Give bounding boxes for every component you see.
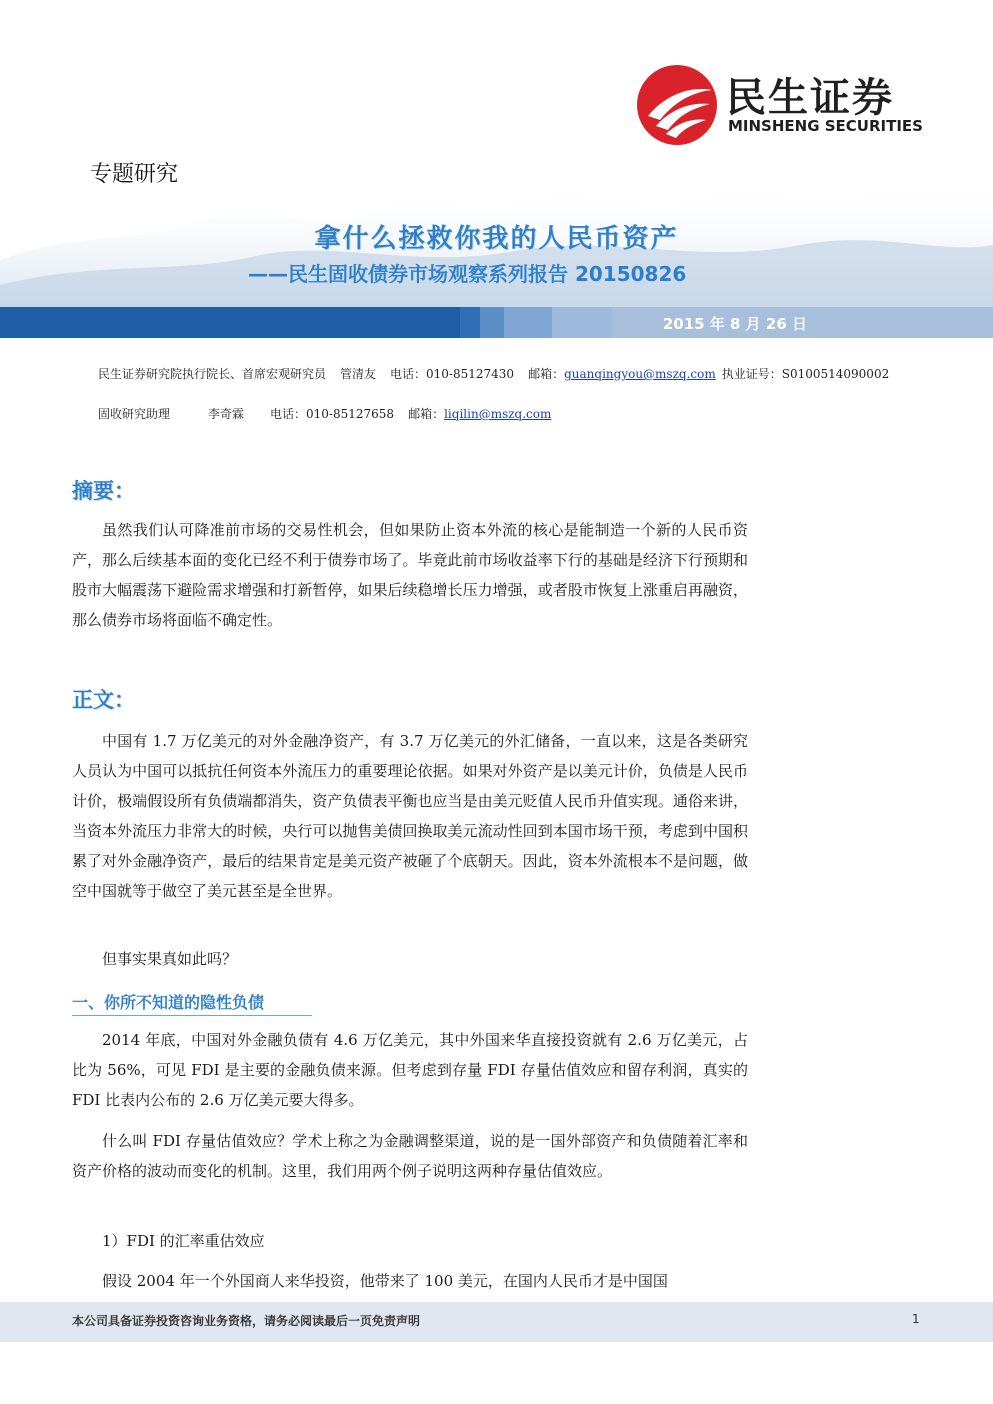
author-row-1 [98,365,903,382]
body-heading: 正文： [72,688,135,712]
section-heading-1: 一、你所不知道的隐性负债 [72,990,264,1013]
author-name: 管清友 [340,367,377,381]
author-row-2 [98,405,557,422]
report-date: 2015 年 8 月 26 日 [662,315,807,333]
body-paragraph-2: 但事实果真如此吗？ [102,950,238,968]
author-email-link[interactable]: guanqingyou@mszq.com [564,367,716,381]
author-role: 民生证券研究院执行院长、首席宏观研究员 [98,367,327,381]
body-paragraph-1: 中国有 1.7 万亿美元的对外金融净资产，有 3.7 万亿美元的外汇储备，一直以来，这是各类研究人员认为中国可以抵抗任何资本外流压力的重要理论依据。如果对外资产是以美元计价，负债是人民币计价，极端假设所有负债端都消失，资产负债表平衡也应当是由美元贬值人民币升值实现。通俗来讲，当资本外流压力非常大的时候，央行可以抛售美债回换取美元流动性回到本国市场干预，考虑到中国积累了对外金融净资产，最后的结果肯定是美元资产被砸了个底朝天。因此，资本外流根本不是问题，做空中国就等于做空了美元甚至是全世界。 [72,732,748,900]
author-email-label: 邮箱： [528,367,565,381]
body-paragraph-5: 1）FDI 的汇率重估效应 [102,1232,265,1250]
report-type-label: 专题研究 [90,162,179,187]
body-paragraph-4: 什么叫 FDI 存量估值效应？学术上称之为金融调整渠道，说的是一国外部资产和负债随着汇率和资产价格的波动而变化的机制。这里，我们用两个例子说明这两种存量估值效应。 [72,1132,748,1180]
body-paragraph-6: 假设 2004 年一个外国商人来华投资，他带来了 100 美元，在国内人民币才是中国国 [102,1272,668,1290]
footer-disclaimer: 本公司具备证券投资咨询业务资格，请务必阅读最后一页免责声明 [72,1314,421,1328]
date-bar [0,307,993,338]
author-email-label: 邮箱： [408,407,445,421]
abstract-paragraph: 虽然我们认可降准前市场的交易性机会，但如果防止资本外流的核心是能制造一个新的人民币资产，那么后续基本面的变化已经不利于债券市场了。毕竟此前市场收益率下行的基础是经济下行预期和股市大幅震荡下避险需求增强和打新暂停，如果后续稳增长压力增强，或者股市恢复上涨重启再融资，那么债券市场将面临不确定性。 [72,521,748,629]
report-title: 拿什么拯救你我的人民币资产 [314,224,679,254]
author-role: 固收研究助理 [98,407,171,421]
author-phone: 电话：010-85127658 [270,407,395,421]
page-number: 1 [912,1312,920,1326]
abstract-heading: 摘要： [72,479,135,503]
logo-english-name: MINSHENG SECURITIES [728,117,923,135]
minsheng-logo-icon [636,64,718,146]
author-name: 李奇霖 [208,407,245,421]
body-paragraph-3: 2014 年底，中国对外金融负债有 4.6 万亿美元，其中外国来华直接投资就有 2.6 万亿美元，占比为 56%，可见 FDI 是主要的金融负债来源。但考虑到存量 FDI 存量估值效应和留存利润，真实的 FDI 比表内公布的 2.6 万亿美元要大得多。 [72,1031,748,1109]
author-license: 执业证号：S0100514090002 [721,367,890,381]
logo-chinese-name: 民生证券 [726,75,894,121]
author-phone: 电话：010-85127430 [390,367,515,381]
report-subtitle: ——民生固收债券市场观察系列报告 20150826 [248,262,687,286]
author-email-link[interactable]: liqilin@mszq.com [444,407,552,421]
